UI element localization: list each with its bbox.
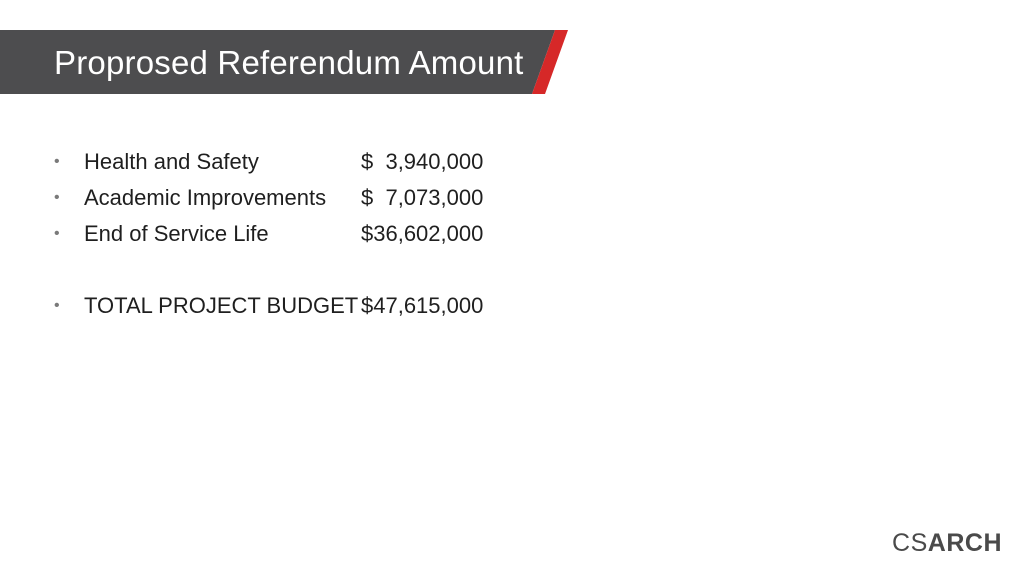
item-amount: $36,602,000 [361,221,484,246]
company-logo [892,529,1002,558]
total-amount: $47,615,000 [361,293,484,318]
total-label: TOTAL PROJECT BUDGET [84,293,359,318]
item-label: Health and Safety [84,149,259,174]
list-item [50,216,650,252]
item-label: End of Service Life [84,221,269,246]
list-item [50,180,650,216]
item-amount: $ 7,073,000 [361,185,484,210]
bullet-icon: • [54,189,60,206]
bullet-icon: • [54,297,60,314]
budget-list [50,144,650,324]
list-item [50,144,650,180]
bullet-icon: • [54,153,60,170]
logo-text-light: CS [892,529,928,557]
bullet-icon: • [54,225,60,242]
slide-title: Proprosed Referendum Amount [54,44,524,81]
logo-text-bold: ARCH [927,529,1002,557]
item-amount: $ 3,940,000 [361,149,484,174]
item-label: Academic Improvements [84,185,327,210]
total-item [50,288,650,324]
